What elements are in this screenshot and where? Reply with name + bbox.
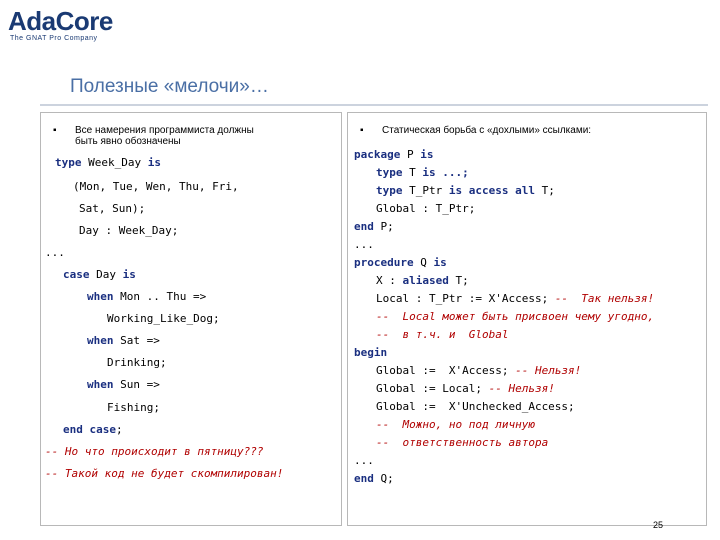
right-bullet-line: Статическая борьба с «дохлыми» ссылками: bbox=[382, 125, 592, 136]
code-comment: -- Нельзя! bbox=[488, 382, 555, 395]
code-line bbox=[376, 364, 581, 378]
code-comment: -- в т.ч. и Global bbox=[376, 328, 509, 341]
code-line: Working_Like_Dog; bbox=[107, 312, 220, 325]
code-line bbox=[354, 472, 394, 486]
code-text: Sun => bbox=[113, 378, 160, 391]
page-number: 25 bbox=[653, 520, 664, 530]
code-text: Week_Day bbox=[81, 156, 148, 169]
keyword: type bbox=[55, 156, 82, 169]
code-text: X : bbox=[376, 274, 403, 287]
code-text: P bbox=[400, 148, 421, 161]
code-line bbox=[63, 423, 123, 437]
code-text: Q bbox=[413, 256, 434, 269]
code-text: Local : T_Ptr := X'Access; bbox=[376, 292, 555, 305]
keyword: is bbox=[147, 156, 161, 169]
code-comment: -- Так нельзя! bbox=[554, 292, 655, 305]
keyword: package bbox=[354, 148, 401, 161]
keyword: type bbox=[376, 184, 403, 197]
keyword: type bbox=[376, 166, 403, 179]
adacore-logo bbox=[8, 6, 118, 46]
code-comment: -- Можно, но под личную bbox=[376, 418, 535, 431]
code-line bbox=[63, 268, 136, 282]
code-line: Global := X'Unchecked_Access; bbox=[376, 400, 575, 413]
logo-tagline: The GNAT Pro Company bbox=[10, 35, 98, 42]
keyword: end bbox=[354, 220, 374, 233]
code-line bbox=[87, 378, 160, 392]
code-comment: -- ответственность автора bbox=[376, 436, 549, 449]
keyword: procedure bbox=[354, 256, 414, 269]
code-line bbox=[87, 334, 160, 348]
code-line: ... bbox=[45, 246, 65, 259]
code-line: Fishing; bbox=[107, 401, 160, 414]
code-comment: -- Такой код не будет скомпилирован! bbox=[45, 467, 284, 480]
left-bullet-line-1: Все намерения программиста должны bbox=[75, 125, 254, 136]
left-panel bbox=[40, 112, 342, 526]
logo-wordmark: AdaCore bbox=[8, 6, 113, 36]
code-text: Q; bbox=[373, 472, 394, 485]
code-text: Global := X'Access; bbox=[376, 364, 516, 377]
code-line bbox=[376, 292, 654, 306]
code-line bbox=[376, 184, 555, 198]
bullet-icon: ▪ bbox=[53, 125, 57, 136]
code-text: Sat => bbox=[113, 334, 160, 347]
keyword: is bbox=[420, 148, 434, 161]
code-line bbox=[55, 156, 161, 170]
code-text: T bbox=[402, 166, 423, 179]
keyword: is bbox=[433, 256, 447, 269]
title-divider bbox=[40, 104, 708, 106]
code-comment: -- Local может быть присвоен чему угодно, bbox=[376, 310, 655, 323]
code-line bbox=[376, 382, 555, 396]
code-text: Day bbox=[89, 268, 123, 281]
code-text: P; bbox=[373, 220, 394, 233]
code-comment: -- Нельзя! bbox=[515, 364, 582, 377]
keyword: when bbox=[87, 290, 114, 303]
code-text: Mon .. Thu => bbox=[113, 290, 207, 303]
code-text: Global := Local; bbox=[376, 382, 489, 395]
code-line: Sat, Sun); bbox=[79, 202, 146, 215]
code-line: Global : T_Ptr; bbox=[376, 202, 476, 215]
code-line: (Mon, Tue, Wen, Thu, Fri, bbox=[73, 180, 239, 193]
keyword: is bbox=[122, 268, 136, 281]
code-comment: -- Но что происходит в пятницу??? bbox=[45, 445, 264, 458]
code-text: ; bbox=[115, 423, 123, 436]
keyword: is access all bbox=[448, 184, 535, 197]
keyword: end case bbox=[63, 423, 116, 436]
code-line: ... bbox=[354, 238, 374, 251]
keyword: aliased bbox=[402, 274, 449, 287]
code-text: T_Ptr bbox=[402, 184, 449, 197]
code-line bbox=[376, 274, 469, 288]
code-text: T; bbox=[534, 184, 555, 197]
keyword: is ...; bbox=[422, 166, 469, 179]
bullet-icon: ▪ bbox=[360, 125, 364, 136]
code-text: T; bbox=[448, 274, 469, 287]
code-line: Day : Week_Day; bbox=[79, 224, 179, 237]
left-bullet-line-2: быть явно обозначены bbox=[75, 136, 181, 147]
keyword: when bbox=[87, 378, 114, 391]
slide-title: Полезные «мелочи»… bbox=[70, 76, 269, 97]
code-line bbox=[87, 290, 206, 304]
right-bullet bbox=[360, 125, 592, 136]
code-line bbox=[376, 166, 469, 180]
code-line: ... bbox=[354, 454, 374, 467]
code-line bbox=[354, 256, 447, 270]
right-panel bbox=[347, 112, 707, 526]
code-line bbox=[354, 148, 433, 162]
left-bullet bbox=[53, 125, 254, 147]
keyword: end bbox=[354, 472, 374, 485]
keyword: case bbox=[63, 268, 90, 281]
keyword: begin bbox=[354, 346, 388, 359]
keyword: when bbox=[87, 334, 114, 347]
code-line bbox=[354, 220, 394, 234]
code-line: Drinking; bbox=[107, 356, 167, 369]
